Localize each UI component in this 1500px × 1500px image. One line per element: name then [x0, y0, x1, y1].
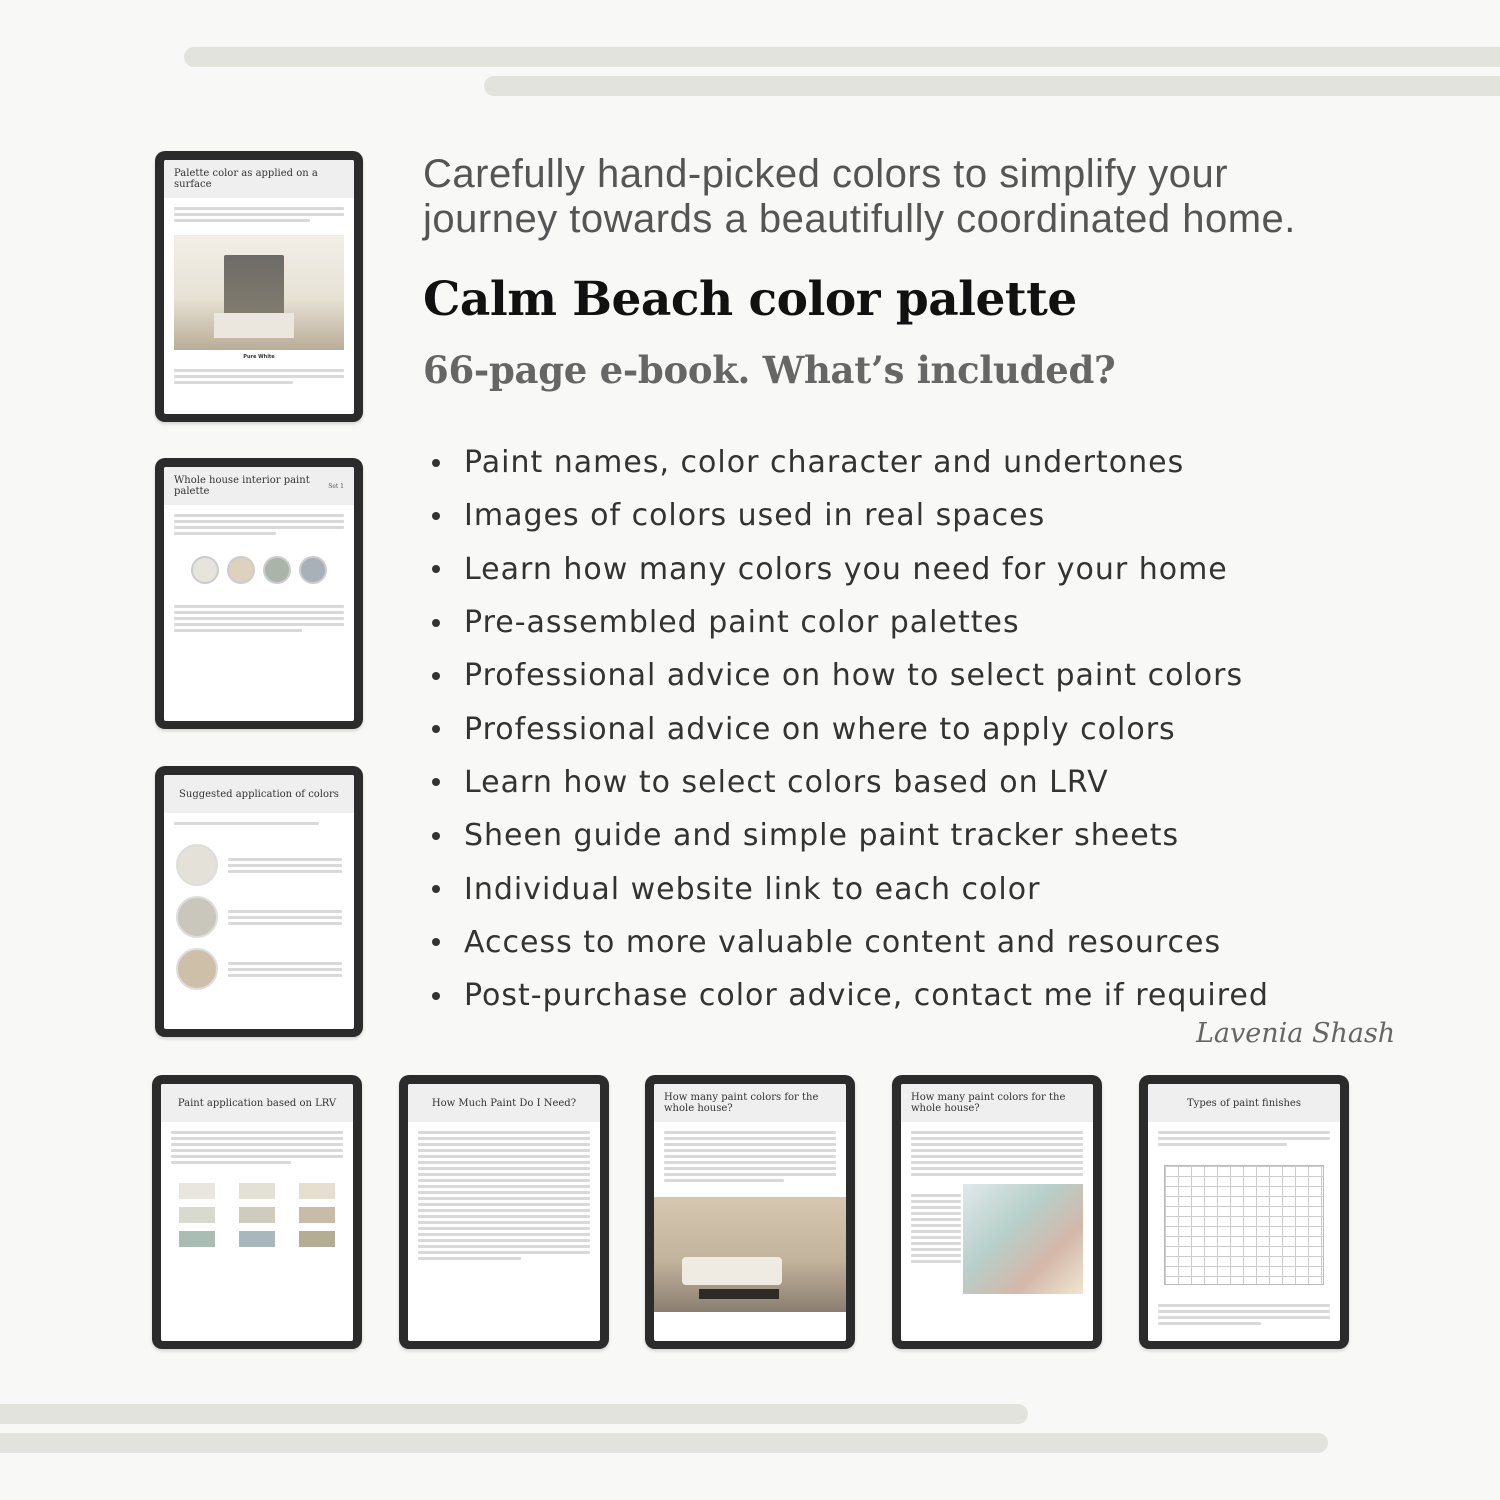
feature-item — [428, 969, 1428, 1022]
tagline — [423, 152, 1423, 242]
page-title: Calm Beach color palette — [423, 272, 1077, 327]
ebook-page-title: Suggested application of colors — [164, 775, 354, 813]
ebook-page-title: How many paint colors for the whole house? — [654, 1084, 846, 1122]
tablet-preview-finishes — [1139, 1075, 1349, 1349]
features-list — [428, 436, 1428, 1022]
ebook-page — [654, 1084, 846, 1341]
ebook-page — [164, 467, 354, 721]
feature-text: Images of colors used in real spaces — [464, 498, 1046, 534]
bullet-icon — [432, 778, 440, 786]
color-chip-grid — [161, 1183, 353, 1247]
swatch-row — [164, 556, 354, 584]
bullet-icon — [432, 992, 440, 1000]
ebook-page-title: Whole house interior paint palette — [174, 475, 310, 497]
ebook-page — [164, 775, 354, 1029]
feature-item — [428, 809, 1428, 862]
color-swatch — [176, 844, 218, 886]
color-swatch — [176, 896, 218, 938]
feature-text: Pre-assembled paint color palettes — [464, 605, 1020, 641]
feature-item — [428, 756, 1428, 809]
ebook-page-title: How Much Paint Do I Need? — [408, 1084, 600, 1122]
tablet-preview-paint-amount — [399, 1075, 609, 1349]
feature-text: Paint names, color character and undertones — [464, 445, 1185, 481]
feature-text: Individual website link to each color — [464, 871, 1041, 907]
set-tag: Set 1 — [328, 482, 344, 490]
tablet-preview-surface — [155, 151, 363, 422]
bullet-icon — [432, 672, 440, 680]
bullet-icon — [432, 565, 440, 573]
color-swatch — [263, 556, 291, 584]
feature-text: Professional advice on where to apply colors — [464, 711, 1176, 747]
tagline-line-2: journey towards a beautifully coordinated home. — [423, 197, 1296, 241]
page-subtitle: 66-page e-book. What’s included? — [423, 348, 1116, 392]
tablet-preview-colors-house-1 — [645, 1075, 855, 1349]
ebook-page — [161, 1084, 353, 1341]
decorative-stripe-bottom-2 — [0, 1433, 1328, 1453]
ebook-page-title: How many paint colors for the whole house? — [901, 1084, 1093, 1122]
decorative-stripe-top-1 — [184, 47, 1500, 67]
feature-text: Learn how many colors you need for your home — [464, 551, 1228, 587]
bullet-icon — [432, 459, 440, 467]
decorative-stripe-top-2 — [484, 76, 1500, 96]
tablet-preview-application — [155, 766, 363, 1037]
tablet-preview-colors-house-2 — [892, 1075, 1102, 1349]
living-room-photo — [654, 1197, 846, 1312]
ebook-page — [901, 1084, 1093, 1341]
feature-text: Access to more valuable content and resources — [464, 924, 1222, 960]
bullet-icon — [432, 619, 440, 627]
color-swatch — [191, 556, 219, 584]
feature-item — [428, 489, 1428, 542]
feature-item — [428, 596, 1428, 649]
ebook-page-title: Paint application based on LRV — [161, 1084, 353, 1122]
ebook-page — [1148, 1084, 1340, 1341]
signature: Lavenia Shash — [1196, 1018, 1396, 1049]
color-swatch — [176, 948, 218, 990]
tablet-preview-lrv — [152, 1075, 362, 1349]
ebook-page — [408, 1084, 600, 1341]
feature-text: Professional advice on how to select paint colors — [464, 658, 1244, 694]
bullet-icon — [432, 725, 440, 733]
feature-text: Post-purchase color advice, contact me if required — [464, 978, 1269, 1014]
decorative-stripe-bottom-1 — [0, 1404, 1028, 1424]
bullet-icon — [432, 832, 440, 840]
feature-item — [428, 436, 1428, 489]
color-swatch — [227, 556, 255, 584]
ebook-page — [164, 160, 354, 414]
bedroom-photo — [174, 235, 344, 350]
feature-item — [428, 543, 1428, 596]
feature-text: Learn how to select colors based on LRV — [464, 764, 1109, 800]
color-swatch — [299, 556, 327, 584]
ebook-page-title: Types of paint finishes — [1148, 1084, 1340, 1122]
feature-item — [428, 649, 1428, 702]
feature-item — [428, 916, 1428, 969]
tagline-line-1: Carefully hand-picked colors to simplify your — [423, 152, 1229, 196]
bullet-icon — [432, 885, 440, 893]
paint-cans-photo — [963, 1184, 1083, 1294]
ebook-page-title: Palette color as applied on a surface — [164, 160, 354, 198]
feature-text: Sheen guide and simple paint tracker sheets — [464, 818, 1180, 854]
feature-item — [428, 862, 1428, 915]
bullet-icon — [432, 512, 440, 520]
bullet-icon — [432, 938, 440, 946]
tablet-preview-palette — [155, 458, 363, 729]
ebook-page-caption: Pure White — [243, 354, 275, 360]
finishes-table — [1164, 1165, 1324, 1285]
feature-item — [428, 702, 1428, 755]
